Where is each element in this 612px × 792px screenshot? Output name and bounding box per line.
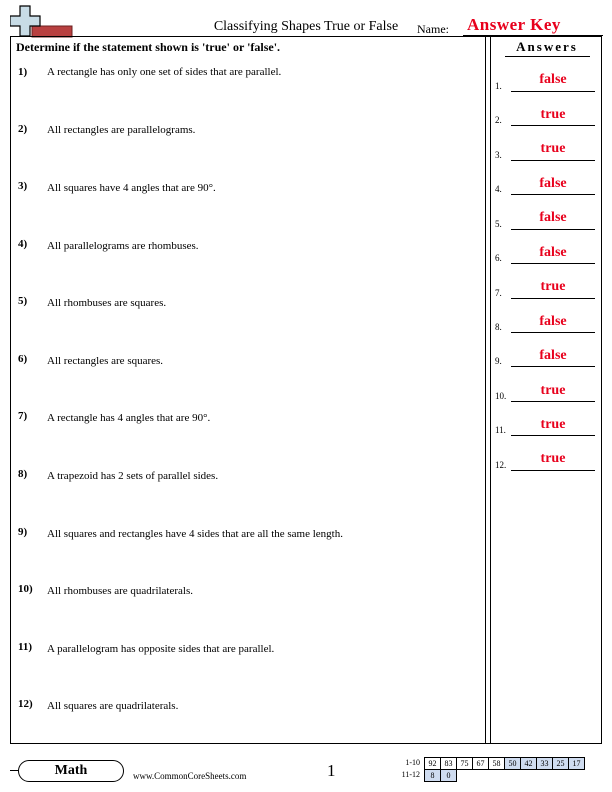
question-number: 6): [18, 353, 28, 365]
question-number: 10): [18, 583, 33, 595]
column-divider: [490, 37, 491, 743]
instructions: Determine if the statement shown is 'true' or 'false'.: [16, 40, 281, 54]
name-label: Name:: [417, 22, 449, 36]
answers-heading-underline: [505, 56, 590, 57]
question-text: A parallelogram has opposite sides that are parallel.: [47, 643, 275, 655]
answer-number: 6.: [495, 253, 502, 263]
score-cell: 17: [569, 758, 585, 770]
answer-value: false: [539, 210, 567, 225]
answer-value: true: [540, 279, 566, 294]
answer-line: [511, 263, 595, 264]
subject-badge: Math: [18, 760, 124, 782]
question-text: All rhombuses are quadrilaterals.: [47, 585, 194, 597]
footer-rule: [10, 770, 18, 771]
answer-number: 5.: [495, 219, 502, 229]
score-cell: 25: [553, 758, 569, 770]
question-number: 5): [18, 295, 28, 307]
question-number: 1): [18, 66, 28, 78]
question-text: All squares and rectangles have 4 sides that are all the same length.: [47, 528, 343, 540]
question-text: All rhombuses are squares.: [47, 297, 167, 309]
question-number: 9): [18, 526, 28, 538]
question-text: A trapezoid has 2 sets of parallel sides.: [47, 470, 219, 482]
score-cell: 92: [425, 758, 441, 770]
score-cell: 42: [521, 758, 537, 770]
answer-line: [511, 435, 595, 436]
score-table-row-2: [424, 769, 457, 782]
answer-line: [511, 401, 595, 402]
question-number: 7): [18, 410, 28, 422]
answer-line: [511, 470, 595, 471]
answer-number: 10.: [495, 391, 507, 401]
score-cell: 75: [457, 758, 473, 770]
answer-value: true: [540, 417, 566, 432]
answer-number: 7.: [495, 288, 502, 298]
score-cell: 67: [473, 758, 489, 770]
answer-value: true: [540, 141, 566, 156]
answer-line: [511, 194, 595, 195]
score-cell: 83: [441, 758, 457, 770]
answer-line: [511, 125, 595, 126]
score-cell: 8: [425, 770, 441, 782]
answer-number: 8.: [495, 322, 502, 332]
answer-value: true: [540, 451, 566, 466]
answer-line: [511, 366, 595, 367]
answer-value: true: [540, 107, 566, 122]
answer-line: [511, 298, 595, 299]
question-text: A rectangle has only one set of sides that are parallel.: [47, 66, 282, 78]
question-number: 3): [18, 180, 28, 192]
question-number: 12): [18, 698, 33, 710]
score-cell: 33: [537, 758, 553, 770]
website-link[interactable]: www.CommonCoreSheets.com: [133, 771, 247, 781]
score-row-label: 1-10: [405, 758, 420, 767]
question-text: All squares are quadrilaterals.: [47, 700, 179, 712]
answer-value: true: [540, 383, 566, 398]
answer-number: 11.: [495, 425, 506, 435]
score-cell: 50: [505, 758, 521, 770]
answer-number: 12.: [495, 460, 507, 470]
answer-line: [511, 160, 595, 161]
answer-value: false: [539, 72, 567, 87]
answer-value: false: [539, 314, 567, 329]
page-title: Classifying Shapes True or False: [213, 19, 399, 34]
answer-number: 2.: [495, 115, 502, 125]
answer-number: 1.: [495, 81, 502, 91]
answer-key-label: Answer Key: [467, 15, 561, 34]
answer-value: false: [539, 348, 567, 363]
answer-line: [511, 91, 595, 92]
question-text: All parallelograms are rhombuses.: [47, 240, 199, 252]
answer-number: 4.: [495, 184, 502, 194]
question-text: All squares have 4 angles that are 90°.: [47, 182, 216, 194]
question-text: All rectangles are parallelograms.: [47, 124, 196, 136]
answer-number: 9.: [495, 356, 502, 366]
question-number: 2): [18, 123, 28, 135]
page-number: 1: [327, 761, 336, 780]
question-text: All rectangles are squares.: [47, 355, 164, 367]
question-number: 8): [18, 468, 28, 480]
question-text: A rectangle has 4 angles that are 90°.: [47, 412, 211, 424]
answer-value: false: [539, 176, 567, 191]
answers-heading: Answers: [516, 39, 578, 54]
answer-line: [511, 229, 595, 230]
score-cell: 0: [441, 770, 457, 782]
score-cell: 58: [489, 758, 505, 770]
answer-value: false: [539, 245, 567, 260]
question-number: 11): [18, 641, 33, 653]
column-divider: [485, 37, 486, 743]
answer-number: 3.: [495, 150, 502, 160]
answer-line: [511, 332, 595, 333]
question-number: 4): [18, 238, 28, 250]
score-row-label: 11-12: [401, 770, 420, 779]
